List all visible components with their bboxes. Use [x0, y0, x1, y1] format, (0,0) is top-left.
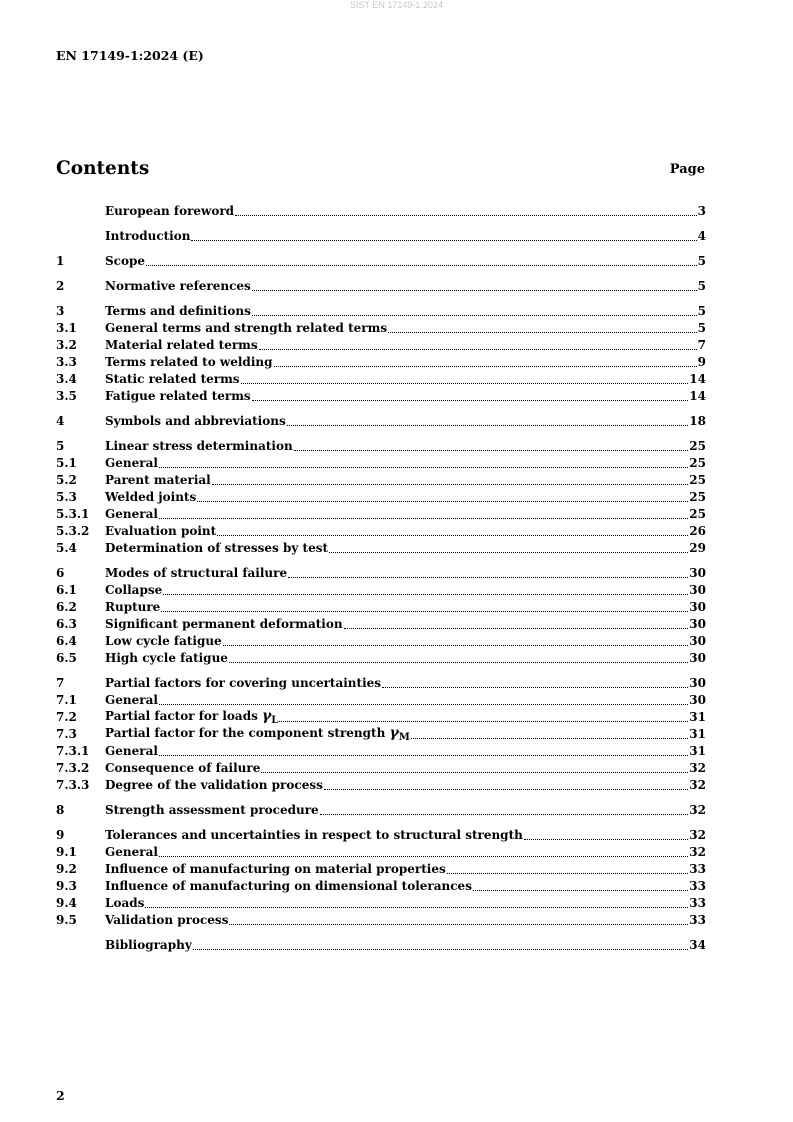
toc-entry-title: [105, 693, 158, 708]
toc-entry[interactable]: [56, 412, 706, 429]
toc-dot-leader: [159, 754, 688, 756]
toc-dot-leader: [447, 872, 689, 874]
toc-entry-number: 9: [56, 828, 65, 842]
toc-dot-leader: [252, 399, 689, 401]
toc-entry-number: 3: [56, 304, 65, 318]
toc-entry[interactable]: [56, 691, 706, 708]
page-number: 2: [56, 1088, 65, 1103]
toc-entry-page: 32: [689, 803, 706, 817]
toc-dot-leader: [320, 813, 689, 815]
toc-entry-number: 5.3.1: [56, 507, 90, 521]
toc-dot-leader: [159, 466, 688, 468]
toc-entry[interactable]: [56, 742, 706, 759]
toc-entry-page: 30: [689, 583, 706, 597]
toc-entry[interactable]: [56, 488, 706, 505]
toc-entry-page: 32: [689, 778, 706, 792]
toc-entry-number: 6.5: [56, 651, 77, 665]
toc-entry-title: [105, 938, 192, 953]
toc-entry-title-text: Evaluation point: [105, 524, 217, 538]
toc-entry-title-text: Modes of structural failure: [105, 566, 288, 580]
toc-dot-leader: [145, 906, 688, 908]
toc-entry-title-text: Partial factors for covering uncertainties: [105, 676, 382, 690]
toc-entry[interactable]: [56, 776, 706, 793]
toc-entry-title: [105, 524, 216, 539]
toc-entry-page: 26: [689, 524, 706, 538]
toc-dot-leader: [146, 264, 697, 266]
toc-entry-title-text: Influence of manufacturing on dimensional tolerances: [105, 879, 472, 893]
toc-entry-title-text: Determination of stresses by test: [105, 541, 329, 555]
toc-entry-title-text: Linear stress determination: [105, 439, 293, 453]
toc-entry-title-text: Collapse: [105, 583, 163, 597]
toc-entry[interactable]: [56, 302, 706, 319]
toc-entry-page: 32: [689, 761, 706, 775]
toc-entry-page: 25: [689, 456, 706, 470]
toc-entry[interactable]: [56, 387, 706, 404]
toc-entry-number: 7.3.2: [56, 761, 90, 775]
toc-dot-leader: [159, 703, 688, 705]
toc-entry[interactable]: [56, 336, 706, 353]
toc-entry[interactable]: [56, 911, 706, 928]
contents-title: Contents: [56, 158, 150, 179]
toc-entry-page: 33: [689, 862, 706, 876]
toc-entry-number: 4: [56, 414, 65, 428]
toc-entry[interactable]: [56, 894, 706, 911]
toc-entry-title: [105, 490, 196, 505]
toc-entry-page: 25: [689, 490, 706, 504]
toc-entry-title: [105, 862, 446, 877]
toc-entry-title-text: Loads: [105, 896, 145, 910]
toc-dot-leader: [411, 737, 688, 739]
toc-entry-symbol: γ: [389, 725, 399, 741]
toc-dot-leader: [229, 661, 688, 663]
toc-entry-number: 6: [56, 566, 65, 580]
toc-entry[interactable]: [56, 539, 706, 556]
toc-entry[interactable]: [56, 649, 706, 666]
toc-entry-page: 14: [689, 389, 706, 403]
toc-entry[interactable]: [56, 454, 706, 471]
toc-dot-leader: [159, 517, 688, 519]
toc-entry-symbol: γ: [262, 708, 272, 724]
toc-entry-number: 5.1: [56, 456, 77, 470]
toc-entry-title-text: Validation process: [105, 913, 229, 927]
toc-dot-leader: [382, 686, 688, 688]
toc-entry-title-text: Influence of manufacturing on material properties: [105, 862, 446, 876]
toc-entry-page: 34: [689, 938, 706, 952]
toc-entry-title-text: Partial factor for the component strength: [105, 726, 390, 740]
toc-entry-page: 33: [689, 896, 706, 910]
toc-entry-page: 14: [689, 372, 706, 386]
toc-entry-number: 5.3: [56, 490, 77, 504]
watermark: SIST EN 17149-1:2024: [350, 0, 443, 10]
toc-entry[interactable]: [56, 843, 706, 860]
toc-entry[interactable]: [56, 860, 706, 877]
toc-dot-leader: [191, 239, 696, 241]
toc-entry-title: [105, 541, 328, 556]
toc-entry-title-text: General: [105, 744, 158, 758]
toc-entry-page: 5: [697, 304, 706, 318]
page-column-label: Page: [669, 162, 705, 177]
toc-dot-leader: [193, 948, 689, 950]
toc-entry-title: [105, 676, 381, 691]
toc-entry-number: 7.3.3: [56, 778, 90, 792]
toc-entry-page: 5: [697, 254, 706, 268]
toc-entry-title-text: General: [105, 693, 158, 707]
toc-entry[interactable]: [56, 632, 706, 649]
toc-entry-number: 9.2: [56, 862, 77, 876]
toc-entry-title: [105, 803, 319, 818]
toc-entry-title: [105, 566, 287, 581]
toc-entry-title: [105, 913, 228, 928]
toc-entry-title: [105, 879, 472, 894]
toc-entry-page: 29: [689, 541, 706, 555]
toc-entry-page: 5: [697, 279, 706, 293]
toc-entry-number: 3.1: [56, 321, 77, 335]
toc-entry-number: 3.4: [56, 372, 77, 386]
toc-entry-number: 7.3.1: [56, 744, 90, 758]
toc-entry[interactable]: [56, 505, 706, 522]
toc-entry-title: [105, 338, 258, 353]
toc-entry-title: [105, 778, 323, 793]
toc-entry[interactable]: [56, 319, 706, 336]
toc-entry[interactable]: [56, 227, 706, 244]
toc-entry-page: 30: [689, 676, 706, 690]
toc-entry-title-text: Bibliography: [105, 938, 192, 952]
toc-entry-title-text: Welded joints: [105, 490, 197, 504]
toc-dot-leader: [235, 214, 697, 216]
toc-entry-number: 3.5: [56, 389, 77, 403]
toc-entry-page: 31: [689, 727, 706, 741]
toc-entry[interactable]: [56, 370, 706, 387]
toc-entry-title: [105, 744, 158, 759]
toc-entry-symbol-subscript: M: [398, 732, 410, 743]
table-of-contents: [56, 202, 706, 953]
toc-entry[interactable]: [56, 353, 706, 370]
toc-entry[interactable]: [56, 471, 706, 488]
toc-dot-leader: [252, 314, 697, 316]
toc-dot-leader: [344, 627, 689, 629]
toc-entry-title-text: Normative references: [105, 279, 251, 293]
toc-entry-number: 6.4: [56, 634, 77, 648]
toc-dot-leader: [223, 644, 689, 646]
toc-entry-number: 6.3: [56, 617, 77, 631]
toc-entry[interactable]: [56, 936, 706, 953]
toc-entry[interactable]: [56, 581, 706, 598]
toc-entry-number: 8: [56, 803, 65, 817]
toc-entry-title-text: European foreword: [105, 204, 235, 218]
toc-entry-title-text: Scope: [105, 254, 146, 268]
toc-entry-number: 7.3: [56, 727, 77, 741]
toc-dot-leader: [294, 449, 689, 451]
toc-entry-title: [105, 473, 211, 488]
toc-entry-number: 7.1: [56, 693, 77, 707]
toc-entry-symbol-subscript: L: [271, 715, 279, 726]
toc-entry-title: [105, 279, 251, 294]
toc-entry-page: 31: [689, 744, 706, 758]
toc-entry-page: 30: [689, 600, 706, 614]
toc-entry-title: [105, 583, 162, 598]
toc-entry-title-text: Partial factor for loads: [105, 709, 263, 723]
toc-entry-title: [105, 507, 158, 522]
toc-entry-number: 7: [56, 676, 65, 690]
toc-entry-title-text: Introduction: [105, 229, 191, 243]
toc-entry-title: [105, 229, 190, 244]
toc-dot-leader: [524, 838, 688, 840]
toc-entry-title: [105, 761, 260, 776]
toc-entry-number: 6.2: [56, 600, 77, 614]
toc-entry-title: [105, 304, 251, 319]
toc-dot-leader: [241, 382, 689, 384]
toc-entry[interactable]: [56, 598, 706, 615]
toc-entry[interactable]: [56, 674, 706, 691]
toc-entry-title-text: Symbols and abbreviations: [105, 414, 286, 428]
toc-entry-title-text: Consequence of failure: [105, 761, 261, 775]
toc-entry[interactable]: [56, 202, 706, 219]
toc-entry-title-text: Parent material: [105, 473, 211, 487]
toc-entry-page: 18: [689, 414, 706, 428]
toc-dot-leader: [197, 500, 688, 502]
toc-entry-title-text: Terms related to welding: [105, 355, 273, 369]
toc-dot-leader: [217, 534, 688, 536]
toc-entry[interactable]: [56, 564, 706, 581]
toc-entry-title: [105, 896, 144, 911]
toc-dot-leader: [261, 771, 688, 773]
toc-dot-leader: [229, 923, 688, 925]
toc-entry-page: 30: [689, 693, 706, 707]
toc-entry[interactable]: [56, 826, 706, 843]
toc-entry-title-text: Rupture: [105, 600, 161, 614]
toc-entry-title-text: Material related terms: [105, 338, 258, 352]
toc-entry-title-text: Strength assessment procedure: [105, 803, 319, 817]
toc-entry-title-text: Static related terms: [105, 372, 240, 386]
toc-dot-leader: [324, 788, 688, 790]
toc-entry-title: [105, 355, 273, 370]
toc-entry-title-text: Fatigue related terms: [105, 389, 251, 403]
toc-entry[interactable]: [56, 725, 706, 742]
toc-entry-number: 5.2: [56, 473, 77, 487]
toc-entry-page: 7: [697, 338, 706, 352]
toc-entry-title-text: General: [105, 456, 158, 470]
toc-entry-page: 25: [689, 439, 706, 453]
toc-entry-title-text: Tolerances and uncertainties in respect to structural strength: [105, 828, 523, 842]
toc-entry-number: 9.5: [56, 913, 77, 927]
toc-entry-title-text: Terms and definitions: [105, 304, 251, 318]
toc-entry-page: 30: [689, 634, 706, 648]
toc-entry-number: 1: [56, 254, 65, 268]
toc-entry-number: 5: [56, 439, 65, 453]
toc-entry-page: 33: [689, 879, 706, 893]
toc-entry-page: 4: [697, 229, 706, 243]
toc-dot-leader: [159, 855, 688, 857]
toc-entry-number: 5.3.2: [56, 524, 90, 538]
toc-entry-title: [105, 828, 523, 843]
toc-entry-number: 9.3: [56, 879, 77, 893]
toc-entry-page: 30: [689, 566, 706, 580]
toc-dot-leader: [163, 593, 688, 595]
toc-entry-title-text: Degree of the validation process: [105, 778, 323, 792]
toc-entry-page: 30: [689, 617, 706, 631]
toc-dot-leader: [329, 551, 688, 553]
toc-entry-page: 32: [689, 845, 706, 859]
toc-entry-page: 3: [697, 204, 706, 218]
toc-entry-page: 31: [689, 710, 706, 724]
toc-dot-leader: [274, 365, 697, 367]
toc-entry-title: [105, 204, 234, 219]
toc-entry-title: [105, 439, 293, 454]
toc-entry[interactable]: [56, 801, 706, 818]
toc-entry-number: 9.1: [56, 845, 77, 859]
toc-entry-title: [105, 389, 251, 404]
toc-entry[interactable]: [56, 277, 706, 294]
toc-entry-number: 6.1: [56, 583, 77, 597]
toc-entry-page: 25: [689, 507, 706, 521]
toc-entry-title: [105, 845, 158, 860]
toc-entry-title: [105, 617, 343, 632]
toc-entry-page: 33: [689, 913, 706, 927]
toc-entry-title: [105, 414, 286, 429]
toc-entry[interactable]: [56, 252, 706, 269]
toc-entry-title: [105, 600, 160, 615]
toc-entry-page: 5: [697, 321, 706, 335]
toc-entry-page: 9: [697, 355, 706, 369]
toc-entry[interactable]: [56, 522, 706, 539]
toc-entry-number: 5.4: [56, 541, 77, 555]
toc-dot-leader: [279, 720, 688, 722]
toc-entry[interactable]: [56, 437, 706, 454]
toc-entry-number: 2: [56, 279, 65, 293]
toc-dot-leader: [161, 610, 688, 612]
toc-entry-title: [105, 321, 387, 336]
toc-entry-number: 9.4: [56, 896, 77, 910]
toc-dot-leader: [473, 889, 688, 891]
document-id: EN 17149-1:2024 (E): [56, 48, 204, 63]
toc-entry-title-text: General terms and strength related terms: [105, 321, 388, 335]
toc-entry-title: [105, 709, 278, 725]
toc-dot-leader: [388, 331, 697, 333]
toc-entry-title: [105, 372, 240, 387]
toc-entry-number: 3.3: [56, 355, 77, 369]
toc-entry[interactable]: [56, 615, 706, 632]
toc-entry-title: [105, 726, 410, 742]
toc-dot-leader: [212, 483, 689, 485]
toc-dot-leader: [252, 289, 697, 291]
toc-dot-leader: [259, 348, 697, 350]
toc-entry-title-text: General: [105, 845, 158, 859]
toc-entry-page: 30: [689, 651, 706, 665]
toc-entry[interactable]: [56, 708, 706, 725]
toc-entry-title: [105, 456, 158, 471]
toc-entry-title: [105, 651, 228, 666]
toc-dot-leader: [287, 424, 689, 426]
toc-entry-title: [105, 634, 222, 649]
toc-entry-title: [105, 254, 145, 269]
toc-entry-number: 7.2: [56, 710, 77, 724]
toc-entry-number: 3.2: [56, 338, 77, 352]
toc-entry-title-text: Significant permanent deformation: [105, 617, 343, 631]
toc-entry-title-text: High cycle fatigue: [105, 651, 228, 665]
toc-entry-page: 25: [689, 473, 706, 487]
toc-entry-title-text: General: [105, 507, 158, 521]
toc-entry[interactable]: [56, 877, 706, 894]
toc-entry[interactable]: [56, 759, 706, 776]
toc-entry-page: 32: [689, 828, 706, 842]
toc-dot-leader: [288, 576, 688, 578]
toc-entry-title-text: Low cycle fatigue: [105, 634, 222, 648]
